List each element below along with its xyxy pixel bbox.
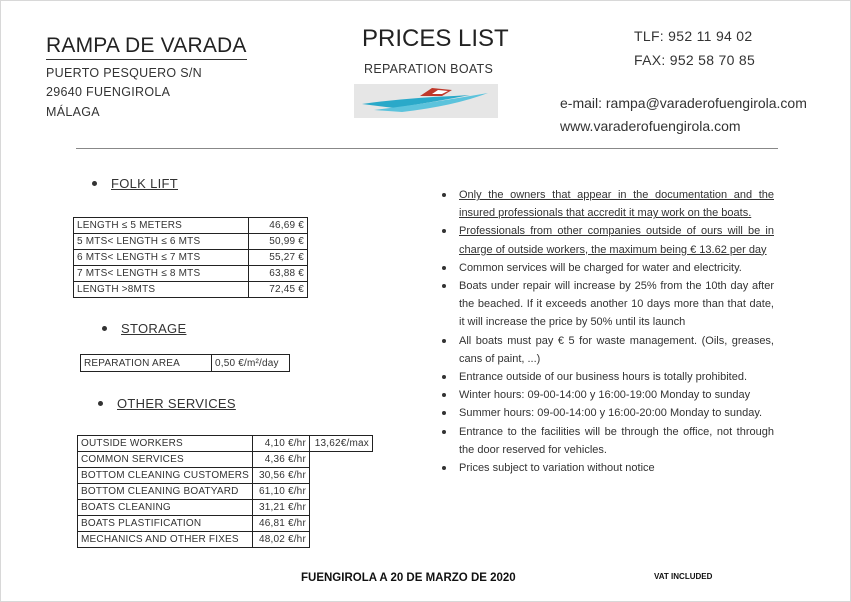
list-item [440,404,774,422]
note-text: Prices subject to variation without notice [459,462,655,475]
note-text: Entrance outside of our business hours is totally prohibited. [459,371,747,384]
company-name: RAMPA DE VARADA [46,34,247,60]
table-row [81,355,290,372]
vat-note: VAT INCLUDED [654,572,713,581]
row-label: REPARATION AREA [81,355,212,372]
row-label: 7 MTS< LENGTH ≤ 8 MTS [74,266,249,282]
row-price: 46,81 €/hr [252,516,309,532]
section-folk-lift [92,176,178,191]
bullet-icon [102,326,107,331]
list-item [440,186,774,222]
website-address: www.varaderofuengirola.com [560,118,741,134]
row-label: BOTTOM CLEANING BOATYARD [78,484,253,500]
header-divider [76,148,778,149]
list-item [440,423,774,459]
note-text: Boats under repair will increase by 25% from the 10th day after the beached. If it exceeds another 10 days more than that date, it will increase the price by 50% until its launch [459,280,774,329]
table-row [78,436,373,452]
section-storage [102,321,186,336]
list-item [440,222,774,258]
bullet-icon [98,401,103,406]
footer-date-line: FUENGIROLA A 20 DE MARZO DE 2020 [301,572,516,584]
folk-lift-table [73,217,308,298]
row-price: 50,99 € [249,234,308,250]
list-item [440,386,774,404]
row-label: 6 MTS< LENGTH ≤ 7 MTS [74,250,249,266]
section-other-services [98,396,236,411]
row-price: 72,45 € [249,282,308,298]
page-title: PRICES LIST [362,25,509,52]
table-row [74,234,308,250]
table-row [74,250,308,266]
note-text: Only the owners that appear in the documentation and the insured professionals that accredit it may work on the boats. [459,189,774,220]
table-row [78,484,373,500]
table-row [78,516,373,532]
note-text: All boats must pay € 5 for waste management. (Oils, greases, cans of paint, ...) [459,334,774,365]
note-text: Summer hours: 09-00-14:00 y 16:00-20:00 Monday to sunday. [459,407,763,420]
row-price: 4,36 €/hr [252,452,309,468]
boat-logo [354,84,498,118]
list-item [440,459,774,477]
bullet-icon [92,181,97,186]
page-subtitle: REPARATION BOATS [364,62,494,76]
section-folk-lift-label: FOLK LIFT [111,176,178,191]
table-row [78,468,373,484]
address-line-2: 29640 FUENGIROLA [46,85,171,99]
conditions-list [440,186,774,477]
other-services-table [77,435,373,548]
phone-number: TLF: 952 11 94 02 [634,28,753,44]
row-max: 13,62€/max [309,436,372,452]
table-row [74,266,308,282]
row-price: 46,69 € [249,218,308,234]
note-text: Entrance to the facilities will be through the office, not through the door reserved for vehicles. [459,425,774,456]
boat-icon [354,84,498,118]
row-label: MECHANICS AND OTHER FIXES [78,532,253,548]
row-label: COMMON SERVICES [78,452,253,468]
row-label: LENGTH >8MTS [74,282,249,298]
row-label: OUTSIDE WORKERS [78,436,253,452]
section-other-services-label: OTHER SERVICES [117,396,236,411]
note-text: Winter hours: 09-00-14:00 y 16:00-19:00 Monday to sunday [459,389,751,402]
note-text: Professionals from other companies outside of ours will be in charge of outside workers, the maximum being € 13.62 per day [459,225,774,256]
row-price: 55,27 € [249,250,308,266]
section-storage-label: STORAGE [121,321,187,336]
row-price: 0,50 €/m²/day [212,355,290,372]
row-price: 48,02 €/hr [252,532,309,548]
row-label: BOATS CLEANING [78,500,253,516]
row-price: 31,21 €/hr [252,500,309,516]
email-address: e-mail: rampa@varaderofuengirola.com [560,95,807,111]
row-price: 30,56 €/hr [252,468,309,484]
row-label: LENGTH ≤ 5 METERS [74,218,249,234]
table-row [74,218,308,234]
row-price: 4,10 €/hr [252,436,309,452]
table-row [78,452,373,468]
note-text: Common services will be charged for water and electricity. [459,261,742,274]
list-item [440,259,774,277]
row-price: 61,10 €/hr [252,484,309,500]
storage-table [80,354,290,372]
row-label: BOATS PLASTIFICATION [78,516,253,532]
table-row [78,500,373,516]
list-item [440,277,774,332]
address-line-1: PUERTO PESQUERO S/N [46,66,202,80]
fax-number: FAX: 952 58 70 85 [634,52,756,68]
row-label: 5 MTS< LENGTH ≤ 6 MTS [74,234,249,250]
address-line-3: MÁLAGA [46,105,100,119]
table-row [78,532,373,548]
table-row [74,282,308,298]
row-label: BOTTOM CLEANING CUSTOMERS [78,468,253,484]
list-item [440,332,774,368]
row-price: 63,88 € [249,266,308,282]
list-item [440,368,774,386]
